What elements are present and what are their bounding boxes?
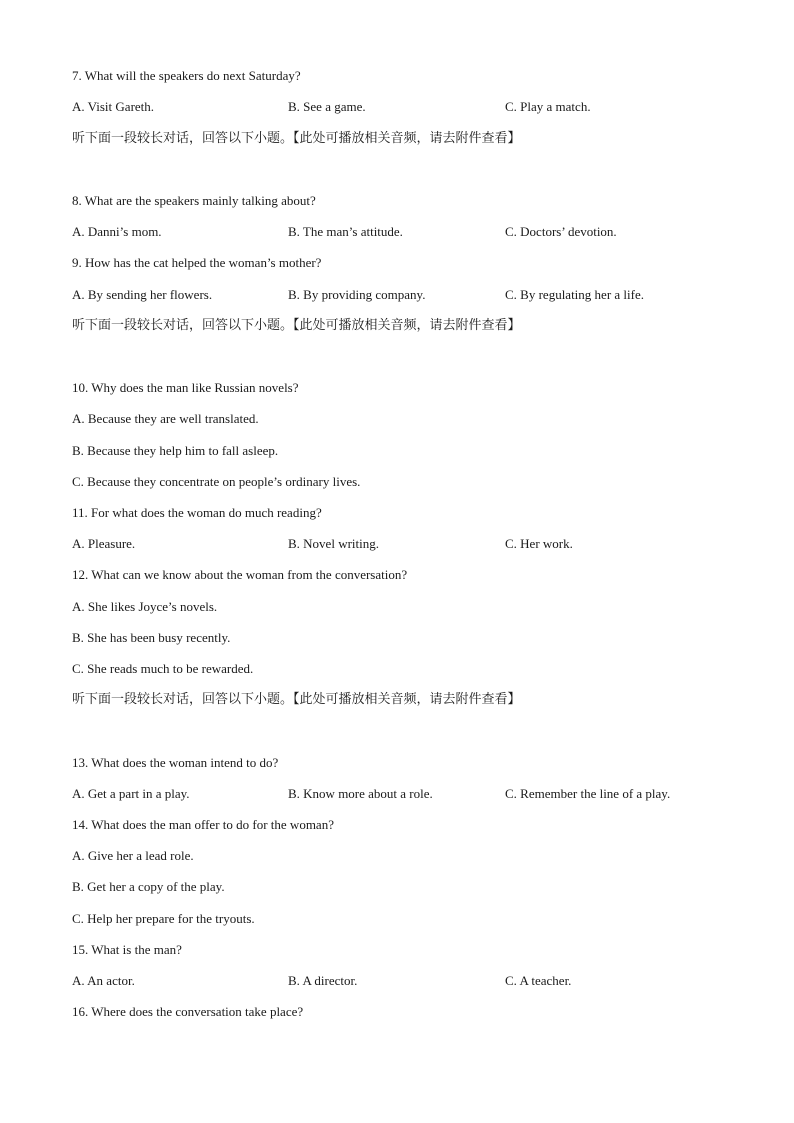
question-15: 15. What is the man? (72, 942, 182, 957)
q11-option-b: B. Novel writing. (288, 536, 379, 551)
q8-option-a: A. Danni’s mom. (72, 224, 162, 239)
q7-option-b: B. See a game. (288, 99, 366, 114)
listening-instruction-1: 听下面一段较长对话，回答以下小题。【此处可播放相关音频，请去附件查看】 (72, 131, 521, 146)
q9-option-b: B. By providing company. (288, 287, 426, 302)
q12-option-b: B. She has been busy recently. (72, 630, 231, 645)
listening-instruction-3: 听下面一段较长对话，回答以下小题。【此处可播放相关音频，请去附件查看】 (72, 692, 521, 707)
listening-instruction-2: 听下面一段较长对话，回答以下小题。【此处可播放相关音频，请去附件查看】 (72, 318, 521, 333)
q13-option-c: C. Remember the line of a play. (505, 786, 671, 801)
q15-option-b: B. A director. (288, 973, 358, 988)
q9-option-c: C. By regulating her a life. (505, 287, 644, 302)
question-9: 9. How has the cat helped the woman’s mother? (72, 255, 322, 270)
q7-option-c: C. Play a match. (505, 99, 591, 114)
q15-option-c: C. A teacher. (505, 973, 572, 988)
q7-option-a: A. Visit Gareth. (72, 99, 155, 114)
question-16: 16. Where does the conversation take place? (72, 1004, 304, 1019)
q11-option-c: C. Her work. (505, 536, 573, 551)
question-13: 13. What does the woman intend to do? (72, 755, 279, 770)
q14-option-b: B. Get her a copy of the play. (72, 879, 225, 894)
q12-option-c: C. She reads much to be rewarded. (72, 661, 254, 676)
q10-option-c: C. Because they concentrate on people’s ordinary lives. (72, 474, 361, 489)
q12-option-a: A. She likes Joyce’s novels. (72, 599, 218, 614)
q13-option-b: B. Know more about a role. (288, 786, 433, 801)
q15-option-a: A. An actor. (72, 973, 135, 988)
q14-option-a: A. Give her a lead role. (72, 848, 194, 863)
question-8: 8. What are the speakers mainly talking about? (72, 193, 316, 208)
q10-option-b: B. Because they help him to fall asleep. (72, 443, 279, 458)
q10-option-a: A. Because they are well translated. (72, 411, 259, 426)
q13-option-a: A. Get a part in a play. (72, 786, 190, 801)
q14-option-c: C. Help her prepare for the tryouts. (72, 911, 255, 926)
question-10: 10. Why does the man like Russian novels? (72, 380, 299, 395)
q9-option-a: A. By sending her flowers. (72, 287, 213, 302)
question-11: 11. For what does the woman do much reading? (72, 505, 322, 520)
q8-option-c: C. Doctors’ devotion. (505, 224, 617, 239)
question-7: 7. What will the speakers do next Saturday? (72, 68, 301, 83)
question-14: 14. What does the man offer to do for the woman? (72, 817, 334, 832)
q11-option-a: A. Pleasure. (72, 536, 136, 551)
q8-option-b: B. The man’s attitude. (288, 224, 403, 239)
question-12: 12. What can we know about the woman from the conversation? (72, 567, 408, 582)
